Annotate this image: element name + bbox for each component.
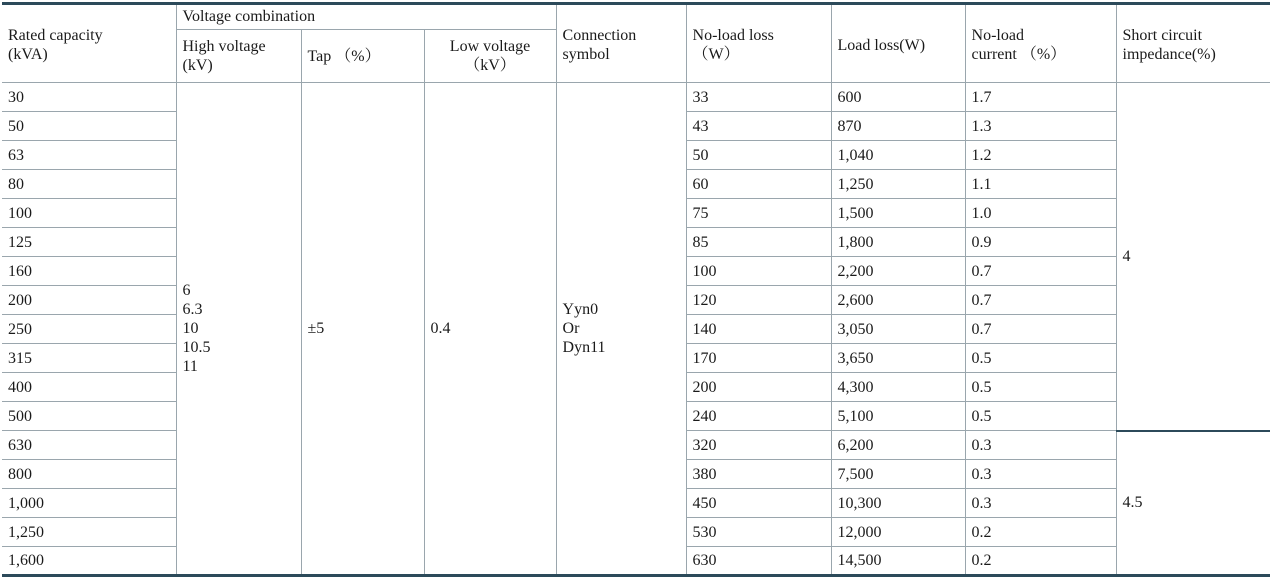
table-row bbox=[2, 83, 1270, 112]
rated-capacity-cell: 50 bbox=[2, 112, 176, 141]
load-loss-cell: 2,600 bbox=[831, 286, 965, 315]
tap-cell: ±5 bbox=[301, 83, 424, 576]
no-load-current-cell: 1.1 bbox=[965, 170, 1116, 199]
no-load-loss-cell: 240 bbox=[686, 402, 831, 431]
load-loss-cell: 14,500 bbox=[831, 547, 965, 576]
high-voltage-value: 6.3 bbox=[182, 301, 203, 318]
connection-symbol-value: Dyn11 bbox=[562, 339, 606, 356]
no-load-loss-cell: 320 bbox=[686, 431, 831, 460]
no-load-loss-cell: 530 bbox=[686, 518, 831, 547]
no-load-loss-cell: 33 bbox=[686, 83, 831, 112]
rated-capacity-cell: 125 bbox=[2, 228, 176, 257]
rated-capacity-cell: 80 bbox=[2, 170, 176, 199]
no-load-current-cell: 0.5 bbox=[965, 344, 1116, 373]
no-load-current-cell: 0.2 bbox=[965, 547, 1116, 576]
rated-capacity-cell: 315 bbox=[2, 344, 176, 373]
no-load-loss-cell: 75 bbox=[686, 199, 831, 228]
no-load-loss-cell: 630 bbox=[686, 547, 831, 576]
no-load-current-cell: 1.0 bbox=[965, 199, 1116, 228]
rated-capacity-cell: 30 bbox=[2, 83, 176, 112]
no-load-current-cell: 1.2 bbox=[965, 141, 1116, 170]
connection-symbol-value: Or bbox=[562, 320, 580, 337]
load-loss-cell: 1,040 bbox=[831, 141, 965, 170]
table-header bbox=[2, 4, 1270, 83]
low-voltage-cell: 0.4 bbox=[424, 83, 556, 576]
no-load-current-cell: 0.7 bbox=[965, 257, 1116, 286]
rated-capacity-cell: 630 bbox=[2, 431, 176, 460]
load-loss-cell: 3,650 bbox=[831, 344, 965, 373]
high-voltage-cell bbox=[176, 83, 301, 576]
load-loss-cell: 3,050 bbox=[831, 315, 965, 344]
header-short-circuit-impedance: Short circuit impedance(%) bbox=[1116, 4, 1270, 83]
header-connection-symbol: Connection symbol bbox=[556, 4, 686, 83]
no-load-loss-cell: 200 bbox=[686, 373, 831, 402]
no-load-current-cell: 0.3 bbox=[965, 460, 1116, 489]
header-load-loss: Load loss(W) bbox=[831, 4, 965, 83]
load-loss-cell: 1,800 bbox=[831, 228, 965, 257]
no-load-loss-cell: 380 bbox=[686, 460, 831, 489]
high-voltage-value: 10.5 bbox=[182, 339, 211, 356]
rated-capacity-cell: 63 bbox=[2, 141, 176, 170]
high-voltage-value: 11 bbox=[182, 358, 198, 375]
load-loss-cell: 870 bbox=[831, 112, 965, 141]
load-loss-cell: 1,250 bbox=[831, 170, 965, 199]
no-load-loss-cell: 170 bbox=[686, 344, 831, 373]
rated-capacity-cell: 1,000 bbox=[2, 489, 176, 518]
connection-symbol-cell bbox=[556, 83, 686, 576]
load-loss-cell: 600 bbox=[831, 83, 965, 112]
no-load-current-cell: 0.5 bbox=[965, 373, 1116, 402]
no-load-current-cell: 0.2 bbox=[965, 518, 1116, 547]
no-load-current-cell: 0.3 bbox=[965, 431, 1116, 460]
header-low-voltage: Low voltage （kV） bbox=[424, 30, 556, 83]
no-load-loss-cell: 120 bbox=[686, 286, 831, 315]
no-load-loss-cell: 100 bbox=[686, 257, 831, 286]
load-loss-cell: 2,200 bbox=[831, 257, 965, 286]
rated-capacity-cell: 200 bbox=[2, 286, 176, 315]
header-no-load-current: No-load current （%） bbox=[965, 4, 1116, 83]
connection-symbol-value: Yyn0 bbox=[562, 301, 599, 318]
rated-capacity-cell: 400 bbox=[2, 373, 176, 402]
high-voltage-value: 6 bbox=[182, 282, 191, 299]
no-load-loss-cell: 85 bbox=[686, 228, 831, 257]
no-load-loss-cell: 43 bbox=[686, 112, 831, 141]
load-loss-cell: 5,100 bbox=[831, 402, 965, 431]
no-load-current-cell: 0.3 bbox=[965, 489, 1116, 518]
short-circuit-impedance-cell: 4.5 bbox=[1116, 431, 1270, 576]
no-load-current-cell: 1.3 bbox=[965, 112, 1116, 141]
load-loss-cell: 10,300 bbox=[831, 489, 965, 518]
rated-capacity-cell: 800 bbox=[2, 460, 176, 489]
no-load-current-cell: 0.9 bbox=[965, 228, 1116, 257]
rated-capacity-cell: 1,600 bbox=[2, 547, 176, 576]
rated-capacity-cell: 500 bbox=[2, 402, 176, 431]
header-rated-capacity: Rated capacity (kVA) bbox=[2, 4, 176, 83]
load-loss-cell: 1,500 bbox=[831, 199, 965, 228]
rated-capacity-cell: 1,250 bbox=[2, 518, 176, 547]
high-voltage-value: 10 bbox=[182, 320, 199, 337]
no-load-current-cell: 0.7 bbox=[965, 315, 1116, 344]
no-load-loss-cell: 50 bbox=[686, 141, 831, 170]
rated-capacity-cell: 250 bbox=[2, 315, 176, 344]
no-load-current-cell: 0.5 bbox=[965, 402, 1116, 431]
table-body bbox=[2, 83, 1270, 576]
no-load-loss-cell: 60 bbox=[686, 170, 831, 199]
load-loss-cell: 4,300 bbox=[831, 373, 965, 402]
no-load-current-cell: 0.7 bbox=[965, 286, 1116, 315]
header-high-voltage: High voltage (kV) bbox=[176, 30, 301, 83]
transformer-spec-table bbox=[2, 2, 1270, 577]
load-loss-cell: 6,200 bbox=[831, 431, 965, 460]
header-voltage-combination: Voltage combination bbox=[176, 4, 556, 30]
no-load-loss-cell: 450 bbox=[686, 489, 831, 518]
header-tap: Tap （%） bbox=[301, 30, 424, 83]
no-load-loss-cell: 140 bbox=[686, 315, 831, 344]
load-loss-cell: 12,000 bbox=[831, 518, 965, 547]
no-load-current-cell: 1.7 bbox=[965, 83, 1116, 112]
load-loss-cell: 7,500 bbox=[831, 460, 965, 489]
rated-capacity-cell: 100 bbox=[2, 199, 176, 228]
rated-capacity-cell: 160 bbox=[2, 257, 176, 286]
header-no-load-loss: No-load loss （W） bbox=[686, 4, 831, 83]
short-circuit-impedance-cell: 4 bbox=[1116, 83, 1270, 431]
